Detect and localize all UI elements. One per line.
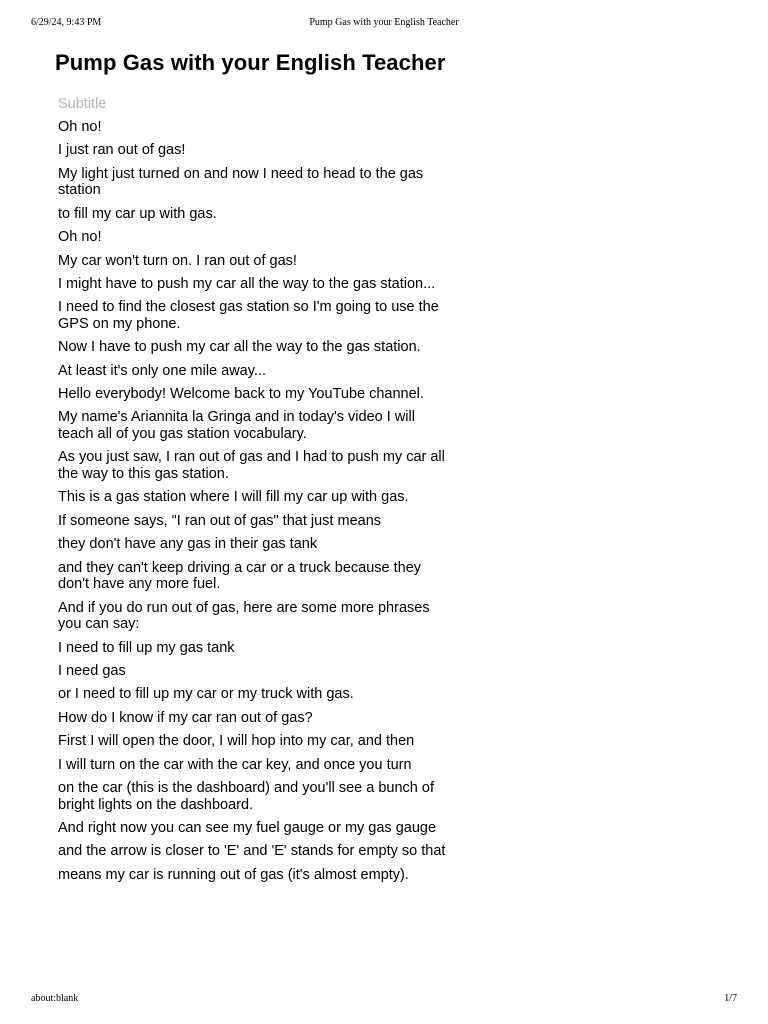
- transcript-line: Hello everybody! Welcome back to my YouTube channel.: [58, 386, 424, 403]
- transcript-line: Oh no!: [58, 229, 102, 246]
- transcript-line: Now I have to push my car all the way to the gas station.: [58, 339, 421, 356]
- transcript-line: First I will open the door, I will hop into my car, and then: [58, 733, 415, 750]
- transcript-line: And right now you can see my fuel gauge or my gas gauge: [58, 819, 437, 836]
- transcript-line: I need to find the closest gas station so I'm going to use the GPS on my phone.: [58, 299, 439, 332]
- transcript-line: I need to fill up my gas tank: [58, 639, 235, 656]
- transcript-line: on the car (this is the dashboard) and you'll see a bunch of bright lights on the dashboard.: [58, 779, 434, 813]
- print-url: about:blank: [31, 993, 79, 1004]
- print-header: [31, 16, 737, 30]
- transcript-line: My name's Ariannita la Gringa and in today's video I will teach all of you gas station vocabulary.: [58, 409, 415, 443]
- transcript-line: As you just saw, I ran out of gas and I had to push my car all the way to this gas station.: [58, 449, 445, 483]
- transcript-line: At least it's only one mile away...: [58, 362, 267, 379]
- transcript-lines: [58, 119, 453, 883]
- transcript-line: to fill my car up with gas.: [58, 205, 217, 222]
- subtitle-placeholder: Subtitle: [58, 96, 107, 112]
- transcript-line: This is a gas station where I will fill my car up with gas.: [58, 489, 409, 506]
- transcript-line: And if you do run out of gas, here are some more phrases you can say:: [58, 599, 430, 633]
- document-body: [55, 48, 453, 890]
- transcript-line: My light just turned on and now I need to head to the gas station: [58, 165, 424, 199]
- page-number: 1/7: [724, 993, 737, 1004]
- transcript-line: My car won't turn on. I ran out of gas!: [58, 252, 297, 269]
- transcript-line: Oh no!: [58, 119, 102, 135]
- transcript-line: and they can't keep driving a car or a truck because they don't have any more fuel.: [58, 559, 422, 593]
- transcript-line: I just ran out of gas!: [58, 142, 186, 159]
- print-footer: [31, 992, 737, 1006]
- transcript-line: How do I know if my car ran out of gas?: [58, 709, 313, 726]
- transcript-line: or I need to fill up my car or my truck with gas.: [58, 686, 354, 703]
- transcript-line: they don't have any gas in their gas tank: [58, 536, 318, 553]
- transcript-line: means my car is running out of gas (it's almost empty).: [58, 866, 409, 883]
- transcript-line: and the arrow is closer to 'E' and 'E' stands for empty so that: [58, 843, 446, 860]
- transcript-line: I might have to push my car all the way to the gas station...: [58, 275, 436, 292]
- print-datetime: 6/29/24, 9:43 PM: [31, 17, 102, 28]
- transcript-line: I will turn on the car with the car key, and once you turn: [58, 756, 412, 773]
- document-title: Pump Gas with your English Teacher: [55, 50, 446, 75]
- transcript-line: I need gas: [58, 662, 126, 679]
- transcript-line: If someone says, "I ran out of gas" that just means: [58, 512, 382, 529]
- print-doc-title: Pump Gas with your English Teacher: [309, 17, 459, 28]
